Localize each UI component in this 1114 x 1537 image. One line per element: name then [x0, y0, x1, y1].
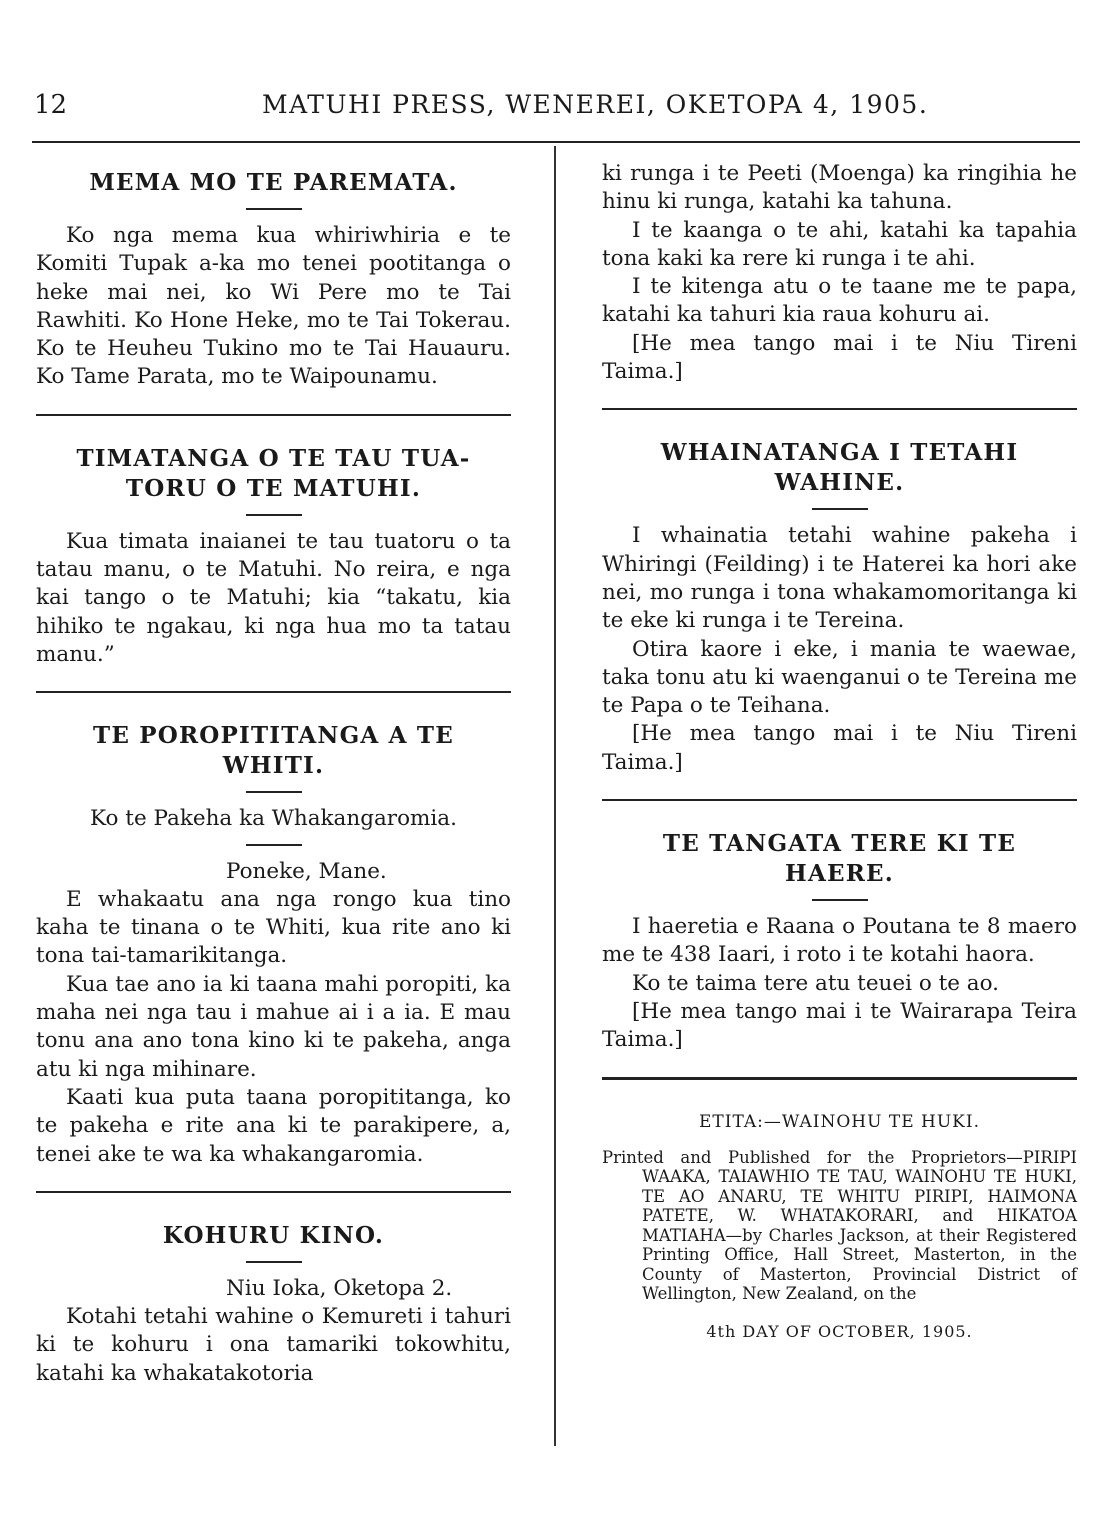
colophon-separator — [602, 1077, 1077, 1080]
short-rule — [246, 791, 302, 793]
title-line: TE TANGATA TERE KI TE — [662, 830, 1017, 858]
colophon-imprint: Printed and Published for the Proprietors—PIRIPI WAAKA, TAIAWHIO TE TAU, WAINOHU TE HUKI, TE AO ANARU, TE WHITU PIRIPI, HAIMONA PATETE, W. WHATAKORARI, and HIKATOA MATIAHA—by Charles Jackson, at their Registered Printing Office, Hall Street, Masterton, in the County of Masterton, Provincial District of Wellington, New Zealand, on the — [602, 1147, 1077, 1304]
header-rule — [32, 141, 1080, 143]
masthead: MATUHI PRESS, WENEREI, OKETOPA 4, 1905. — [262, 90, 929, 119]
short-rule — [246, 844, 302, 846]
title-line: TORU O TE MATUHI. — [125, 474, 422, 502]
colophon-editor: ETITA:—WAINOHU TE HUKI. — [699, 1111, 980, 1132]
short-rule — [812, 508, 868, 510]
article-tangata-tere — [602, 829, 1077, 1054]
article-paragraph: ki runga i te Peeti (Moenga) ka ringihia he hinu ki runga, katahi ka tahuna. — [602, 161, 1077, 215]
title-line: WAHINE. — [774, 469, 905, 497]
title-line: TIMATANGA O TE TAU TUA- — [76, 444, 471, 472]
article-paragraph: Ko nga mema kua whiriwhiria e te Komiti Tupak a-ka mo tenei pootitanga o heke mai nei, ko Wi Pere mo te Tai Rawhiti. Ko Hone Heke, mo te Tai Tokerau. Ko te Heuheu Tukino mo te Tai Hauauru. Ko Tame Parata, mo te Waipounamu. — [36, 223, 511, 390]
article-poropititanga — [36, 721, 511, 1169]
short-rule — [246, 1261, 302, 1263]
article-paragraph: Kotahi tetahi wahine o Kemureti i tahuri ki te kohuru i ona tamariki tokowhitu, katahi ka whakatakotoria — [36, 1304, 511, 1386]
article-whainatanga — [602, 438, 1077, 777]
article-dateline: Niu Ioka, Oketopa 2. — [226, 1275, 453, 1301]
article-mema — [36, 168, 511, 392]
title-line: HAERE. — [785, 860, 894, 888]
short-rule — [246, 514, 302, 516]
article-timatanga — [36, 444, 511, 669]
article-title: MEMA MO TE PAREMATA. — [89, 169, 458, 196]
title-line: WHAINATANGA I TETAHI — [660, 439, 1019, 467]
article-subhead: Ko te Pakeha ka Whakangaromia. — [90, 806, 457, 832]
article-title — [36, 444, 511, 504]
article-separator — [36, 414, 511, 416]
short-rule — [812, 899, 868, 901]
article-dateline: Poneke, Mane. — [226, 858, 387, 884]
article-paragraph: E whakaatu ana nga rongo kua tino kaha te tinana o te Whiti, kua rite ano ki tona tai-tamarikitanga. — [36, 886, 511, 969]
right-column — [602, 160, 1077, 1346]
article-paragraph: Otira kaore i eke, i mania te waewae, taka tonu atu ki waenganui o te Tereina me te Papa o te Teihana. — [602, 636, 1077, 719]
article-kohuru — [36, 1221, 511, 1388]
page-number: 12 — [34, 90, 68, 120]
article-title — [602, 438, 1077, 498]
article-paragraph: Kaati kua puta taana poropititanga, ko te pakeha e rite ana ki te parakipere, a, tenei ake te wa ka whakangaromia. — [36, 1084, 511, 1167]
title-line: WHITI. — [222, 752, 325, 780]
article-source: [He mea tango mai i te Niu Tireni Taima.] — [602, 721, 1077, 775]
article-paragraph: Kua tae ano ia ki taana mahi poropiti, ka maha nei nga tau i mahue ai i a ia. E mau tonu ana ano tona kino ki te pakeha, anga atu ki nga mihinare. — [36, 971, 511, 1082]
article-paragraph: I haeretia e Raana o Poutana te 8 maero me te 438 Iaari, i roto i te kotahi haora. — [602, 914, 1077, 968]
article-paragraph: I te kitenga atu o te taane me te papa, katahi ka tahuri kia raua kohuru ai. — [602, 274, 1077, 328]
article-separator — [602, 799, 1077, 801]
title-line: TE POROPITITANGA A TE — [93, 722, 454, 750]
column-divider — [554, 146, 556, 1446]
page-header — [32, 90, 1082, 130]
article-paragraph: Kua timata inaianei te tau tuatoru o ta tatau manu, o te Matuhi. No reira, e nga kai tango o te Matuhi; kia “takatu, kia hihiko te ngakau, ki nga hua mo ta tatau manu.” — [36, 528, 511, 667]
article-paragraph: Ko te taima tere atu teuei o te ao. — [632, 970, 1000, 996]
article-paragraph: I te kaanga o te ahi, katahi ka tapahia tona kaki ka rere ki runga i te ahi. — [602, 217, 1077, 271]
colophon — [602, 1108, 1077, 1347]
article-separator — [36, 691, 511, 693]
colophon-date: 4th DAY OF OCTOBER, 1905. — [706, 1321, 973, 1341]
article-separator — [36, 1191, 511, 1193]
article-paragraph: I whainatia tetahi wahine pakeha i Whiringi (Feilding) i te Haterei ka hori ake nei, mo runga i tona whakamomoritanga ki te eke ki runga i te Tereina. — [602, 523, 1077, 634]
article-title — [36, 721, 511, 781]
article-kohuru-continued — [602, 160, 1077, 386]
left-column — [36, 160, 511, 1388]
article-source: [He mea tango mai i te Niu Tireni Taima.] — [602, 330, 1077, 385]
article-separator — [602, 408, 1077, 410]
article-title — [602, 829, 1077, 889]
article-source: [He mea tango mai i te Wairarapa Teira Taima.] — [602, 998, 1077, 1053]
short-rule — [246, 208, 302, 210]
article-title: KOHURU KINO. — [162, 1221, 385, 1249]
